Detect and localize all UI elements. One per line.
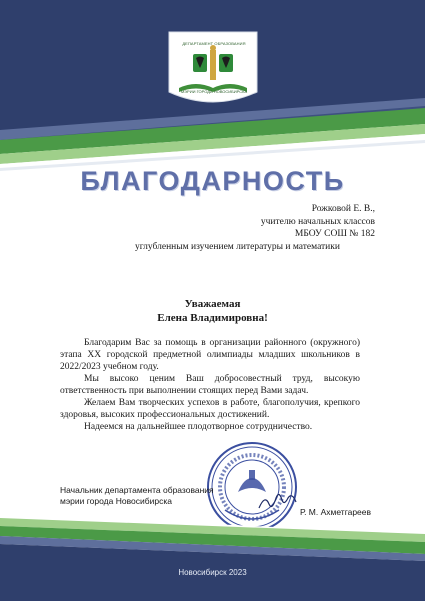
footer-city-year: Новосибирск 2023 <box>178 568 247 577</box>
paragraph-3: Желаем Вам творческих успехов в работе, благополучия, крепкого здоровья, высоких профессиональных достижений. <box>60 398 360 420</box>
paragraph-2: Мы высоко ценим Ваш добросовестный труд, высокую ответственность при выполнении стоящих перед Вами задач. <box>60 374 360 396</box>
signatory-position-line-1: Начальник департамента образования <box>60 485 214 495</box>
addressee-name: Рожковой Е. В., <box>311 204 375 214</box>
handwritten-signature <box>255 490 305 514</box>
signatory-position <box>60 485 230 507</box>
paragraph-1: Благодарим Вас за помощь в организации районного (окружного) этапа XX городской предметной олимпиады младших школьников в 2022/2023 учебном году. <box>60 338 360 372</box>
greeting <box>0 297 425 325</box>
paragraph-4: Надеемся на дальнейшее плодотворное сотрудничество. <box>84 422 313 432</box>
footer-decoration <box>0 514 425 601</box>
signatory-position-line-2: мэрии города Новосибирска <box>60 496 172 506</box>
letter-body <box>60 337 360 433</box>
emblem-bottom-text: МЭРИИ ГОРОДА НОВОСИБИРСКА <box>180 89 248 94</box>
addressee-school-profile: углубленным изучением литературы и математики <box>135 241 340 252</box>
greeting-line-1: Уважаемая <box>184 298 241 310</box>
document-title: БЛАГОДАРНОСТЬ <box>80 166 345 196</box>
emblem <box>163 28 263 108</box>
addressee <box>135 203 375 253</box>
greeting-line-2: Елена Владимировна! <box>157 312 268 324</box>
addressee-position: учителю начальных классов <box>260 216 375 227</box>
signatory-name: Р. М. Ахметгареев <box>300 507 372 517</box>
emblem-top-text: ДЕПАРТАМЕНТ ОБРАЗОВАНИЯ <box>182 41 246 46</box>
addressee-school: МБОУ СОШ № 182 <box>294 229 375 239</box>
